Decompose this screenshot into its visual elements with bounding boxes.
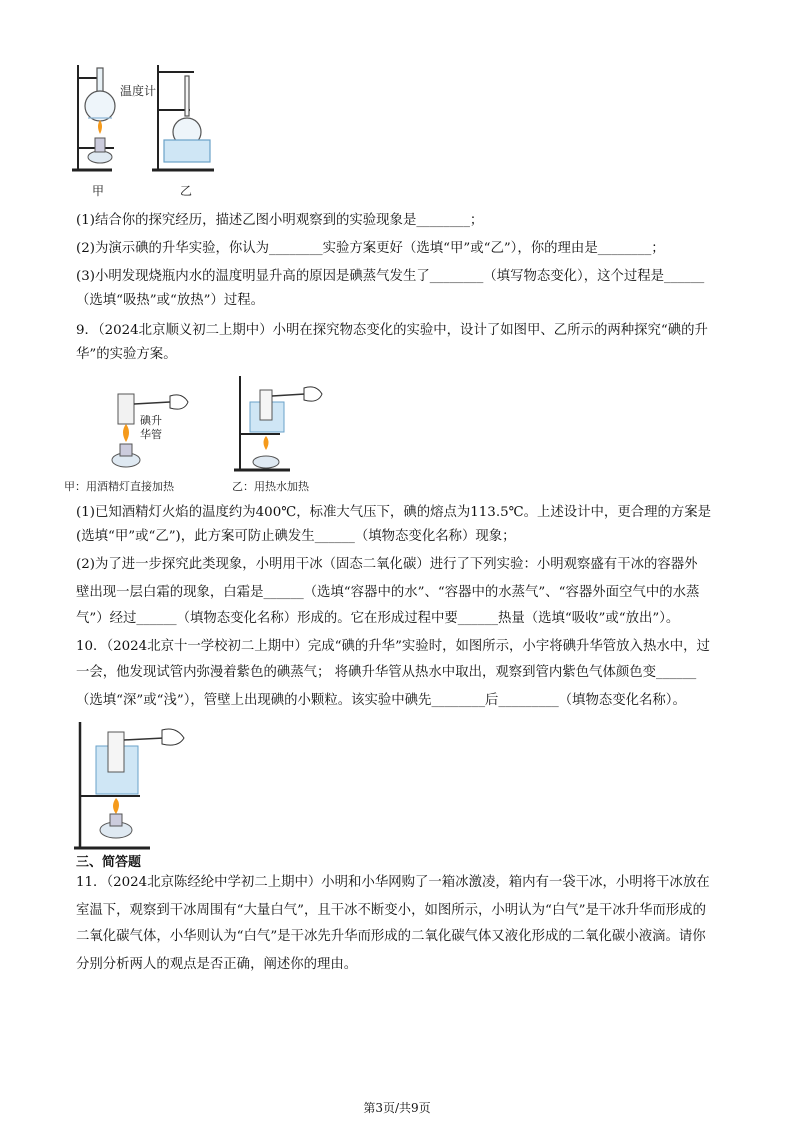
q11-line-4: 分别分析两人的观点是否正确，阐述你的理由。 (76, 957, 358, 972)
caption-jia: 甲：用酒精灯直接加热 (64, 480, 174, 493)
label-jia: 甲 (92, 184, 105, 198)
q8-line-4: （选填“吸热”或“放热”）过程。 (76, 293, 265, 308)
page-number: 第3页/共9页 (363, 1101, 431, 1115)
figure-3-apparatus (70, 716, 220, 856)
lamp-jia (88, 120, 112, 163)
q9-stem-line-1: 9．（2024北京顺义初二上期中）小明在探究物态变化的实验中，设计了如图甲、乙所示的两种探究“碘的升 (76, 323, 708, 338)
q9-line-6: 壁出现一层白霜的现象，白霜是______（选填“容器中的水”、“容器中的水蒸气”、“容器外面空气中的水蒸 (76, 585, 700, 600)
flask-yi (164, 76, 210, 162)
q11-line-2: 室温下，观察到干冰周围有“大量白气”，且干冰不断变小，如图所示，小明认为“白气”是干冰升华而形成的 (76, 903, 706, 918)
figure-2-apparatus (100, 372, 340, 472)
tube-label-1: 碘升 (140, 414, 162, 427)
q8-line-1: (1)结合你的探究经历，描述乙图小明观察到的实验现象是________； (76, 213, 484, 228)
flask-jia (85, 68, 115, 121)
section-heading: 三、简答题 (76, 855, 142, 870)
tube-label-2: 华管 (140, 428, 162, 441)
q8-line-2: (2)为演示碘的升华实验，你认为________实验方案更好（选填“甲”或“乙”），你的理由是________； (76, 241, 665, 256)
figure-1-apparatus (64, 60, 244, 190)
label-yi: 乙 (180, 184, 193, 198)
q9-line-5: (2)为了进一步探究此类现象，小明用干冰（固态二氧化碳）进行了下列实验：小明观察盛有干冰的容器外 (76, 557, 698, 572)
q9-line-3: (1)已知酒精灯火焰的温度约为400℃，标准大气压下，碘的熔点为113.5℃。上述设计中，更合理的方案是 (76, 505, 712, 520)
q10-line-3: （选填“深”或“浅”），管壁上出现碘的小颗粒。该实验中碘先________后_________（填物态变化名称）。 (76, 693, 686, 708)
q8-line-3: (3)小明发现烧瓶内水的温度明显升高的原因是碘蒸气发生了________（填写物态变化），这个过程是______ (76, 269, 705, 284)
thermometer-label: 温度计 (120, 84, 157, 98)
q10-line-2: 一会，他发现试管内弥漫着紫色的碘蒸气； 将碘升华管从热水中取出，观察到管内紫色气体颜色变______ (76, 665, 697, 680)
q9-line-4: (选填“甲”或“乙”)，此方案可防止碘发生______（填物态变化名称）现象； (76, 529, 516, 544)
caption-yi: 乙：用热水加热 (232, 480, 309, 493)
q10-line-1: 10．（2024北京十一学校初二上期中）完成“碘的升华”实验时，如图所示，小宇将碘升华管放入热水中，过 (76, 639, 710, 654)
q11-line-3: 二氧化碳气体，小华则认为“白气”是干冰先升华而形成的二氧化碳气体又液化形成的二氧化碳小液滴。请你 (76, 929, 706, 944)
q9-line-7: 气”）经过______（填物态变化名称）形成的。它在形成过程中要______热量（选填“吸收”或“放出”）。 (76, 611, 680, 626)
setup-yi (234, 376, 322, 470)
q11-line-1: 11．（2024北京陈经纶中学初二上期中）小明和小华网购了一箱冰激凌，箱内有一袋干冰，小明将干冰放在 (76, 875, 710, 890)
q9-stem-line-2: 华”的实验方案。 (76, 347, 177, 362)
